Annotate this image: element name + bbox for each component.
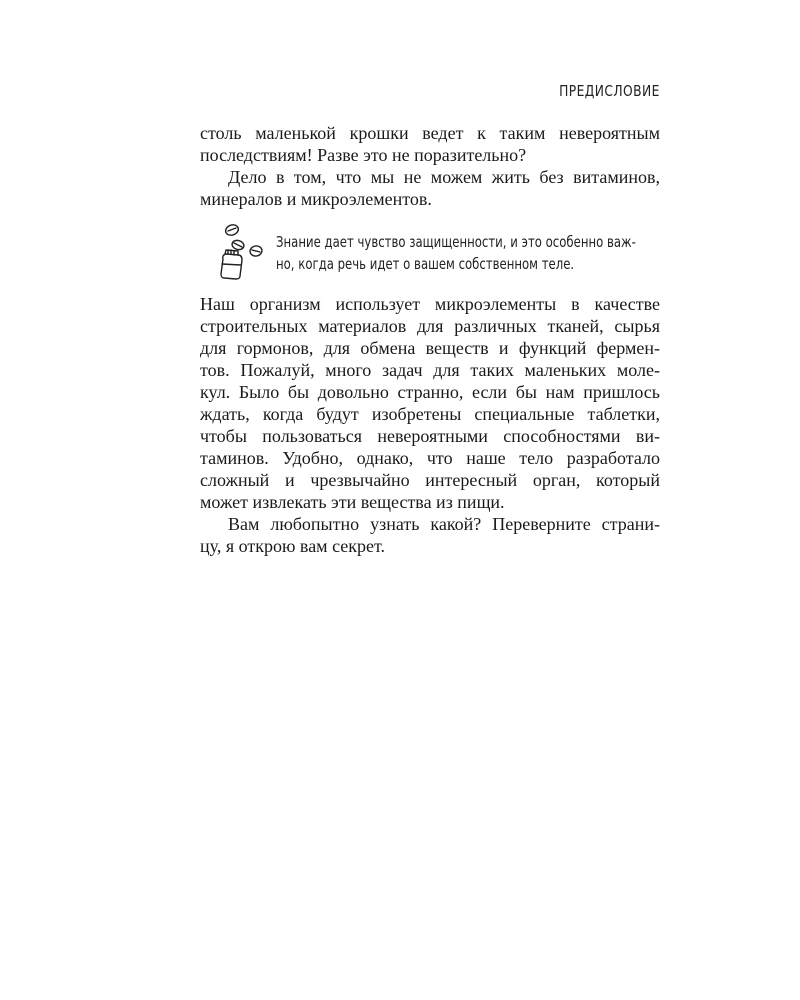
text-line: кул. Было бы довольно странно, если бы нам пришлось [200,382,660,402]
text-line: столь маленькой крошки ведет к таким невероятным [200,123,660,143]
text-line: Вам любопытно узнать какой? Переверните страни- [228,514,660,534]
text-line: для гормонов, для обмена веществ и функций фермен- [200,338,660,358]
running-head: ПРЕДИСЛОВИЕ [559,82,660,100]
paragraph-main [200,293,660,557]
margin-note [216,222,666,282]
note-text [276,231,656,275]
text-line: тов. Пожалуй, много задач для таких маленьких моле- [200,360,660,380]
note-line: Знание дает чувство защищенности, и это особенно важ- [276,233,636,251]
text-line: Наш организм использует микроэлементы в качестве [200,294,660,314]
text-line: сложный и чрезвычайно интересный орган, который [200,470,660,490]
paragraph-continuation [200,122,660,210]
text-line: цу, я открою вам секрет. [200,536,386,556]
text-line: ждать, когда будут изобретены специальные таблетки, [200,404,660,424]
text-line: чтобы пользоваться невероятными способностями ви- [200,426,660,446]
note-line: но, когда речь идет о вашем собственном теле. [276,255,575,273]
pills-bottle-icon [216,222,270,280]
text-line: Дело в том, что мы не можем жить без витаминов, [228,167,660,187]
text-line: минералов и микроэлементов. [200,189,432,209]
text-line: таминов. Удобно, однако, что наше тело разработало [200,448,660,468]
text-line: строительных материалов для различных тканей, сырья [200,316,660,336]
text-line: может извлекать эти вещества из пищи. [200,492,505,512]
text-line: последствиям! Разве это не поразительно? [200,145,527,165]
